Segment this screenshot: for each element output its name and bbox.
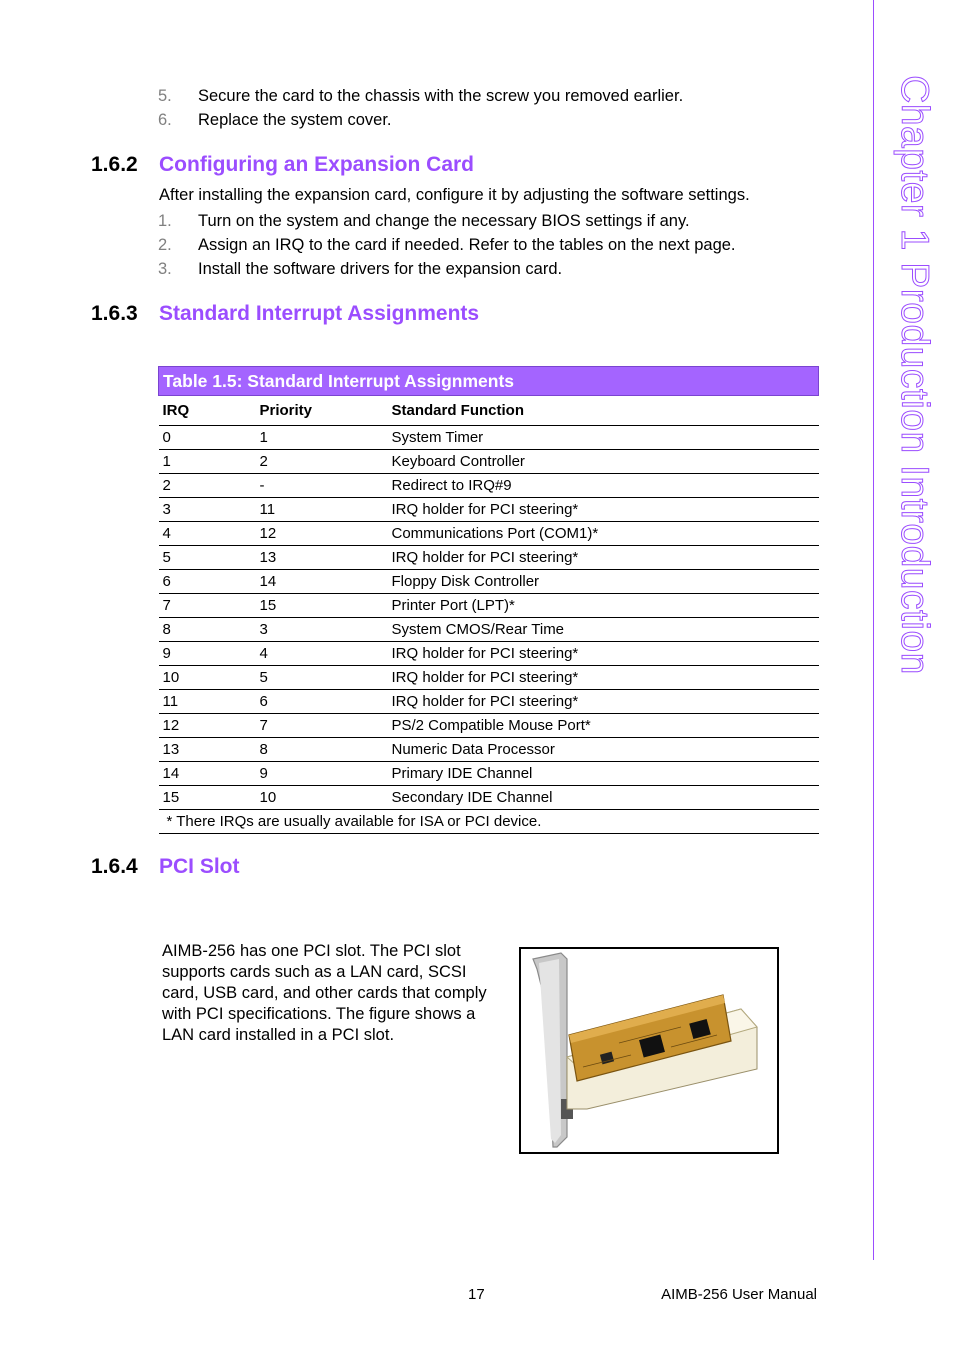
irq-cell: 6 [159,570,256,594]
priority-cell: 8 [256,738,388,762]
priority-cell: 1 [256,426,388,450]
step-number: 2. [158,236,172,254]
function-cell: Secondary IDE Channel [388,786,819,810]
table-row [159,666,819,690]
page-number: 17 [468,1286,485,1303]
column-header-function: Standard Function [388,396,819,426]
list-item [158,84,683,108]
step-number: 3. [158,260,172,278]
step-number: 1. [158,212,172,230]
pci-slot-description: AIMB-256 has one PCI slot. The PCI slot supports cards such as a LAN card, SCSI card, USB card, and other cards that comply with PCI specifications. The figure shows a LAN card installed in a PCI slot. [162,942,487,1044]
function-cell: IRQ holder for PCI steering* [388,690,819,714]
list-item [158,108,683,132]
section-intro: After installing the expansion card, configure it by adjusting the software settings. [159,186,750,204]
irq-cell: 4 [159,522,256,546]
table-row [159,786,819,810]
irq-cell: 15 [159,786,256,810]
section-number: 1.6.2 [91,153,138,176]
function-cell: IRQ holder for PCI steering* [388,498,819,522]
section-title: PCI Slot [159,855,240,878]
function-cell: Numeric Data Processor [388,738,819,762]
table-footnote: * There IRQs are usually available for ISA or PCI device. [159,810,819,834]
step-text: Replace the system cover. [198,111,392,129]
lan-card-illustration [521,949,777,1152]
priority-cell: 14 [256,570,388,594]
irq-cell: 1 [159,450,256,474]
priority-cell: 11 [256,498,388,522]
function-cell: IRQ holder for PCI steering* [388,546,819,570]
table-row [159,690,819,714]
section-title: Configuring an Expansion Card [159,153,475,176]
irq-cell: 9 [159,642,256,666]
priority-cell: 2 [256,450,388,474]
section-title: Standard Interrupt Assignments [159,302,480,325]
lan-card-figure [519,947,779,1154]
priority-cell: 6 [256,690,388,714]
priority-cell: - [256,474,388,498]
table-row [159,450,819,474]
function-cell: IRQ holder for PCI steering* [388,642,819,666]
function-cell: Printer Port (LPT)* [388,594,819,618]
chapter-sidebar-label: Chapter 1 Production Introduction [893,75,936,675]
table-row [159,738,819,762]
irq-cell: 13 [159,738,256,762]
irq-cell: 11 [159,690,256,714]
section-heading-1-6-3 [91,300,479,328]
sidebar-rule [873,0,874,1260]
irq-cell: 7 [159,594,256,618]
section-heading-1-6-2 [91,151,474,179]
install-steps-list [158,84,683,132]
manual-title: AIMB-256 User Manual [661,1286,817,1303]
irq-cell: 5 [159,546,256,570]
section-number: 1.6.3 [91,302,138,325]
function-cell: Redirect to IRQ#9 [388,474,819,498]
table-row [159,474,819,498]
table-row [159,714,819,738]
function-cell: Keyboard Controller [388,450,819,474]
function-cell: IRQ holder for PCI steering* [388,666,819,690]
priority-cell: 9 [256,762,388,786]
section-heading-1-6-4 [91,853,240,881]
irq-cell: 12 [159,714,256,738]
configure-steps-list [158,209,736,281]
priority-cell: 15 [256,594,388,618]
function-cell: Communications Port (COM1)* [388,522,819,546]
table-body [159,426,819,810]
irq-cell: 2 [159,474,256,498]
priority-cell: 7 [256,714,388,738]
column-header-priority: Priority [256,396,388,426]
table-row [159,498,819,522]
function-cell: System Timer [388,426,819,450]
table-row [159,546,819,570]
table-row [159,522,819,546]
irq-cell: 8 [159,618,256,642]
table-row [159,426,819,450]
priority-cell: 10 [256,786,388,810]
list-item [158,209,736,233]
step-text: Assign an IRQ to the card if needed. Refer to the tables on the next page. [198,236,736,254]
step-text: Turn on the system and change the necessary BIOS settings if any. [198,212,690,230]
table-row [159,762,819,786]
interrupt-assignments-table [158,366,819,834]
irq-cell: 14 [159,762,256,786]
function-cell: Floppy Disk Controller [388,570,819,594]
irq-cell: 3 [159,498,256,522]
list-item [158,233,736,257]
priority-cell: 4 [256,642,388,666]
irq-cell: 10 [159,666,256,690]
step-number: 6. [158,111,172,129]
function-cell: System CMOS/Rear Time [388,618,819,642]
priority-cell: 12 [256,522,388,546]
step-number: 5. [158,87,172,105]
column-header-irq: IRQ [159,396,256,426]
table-row [159,570,819,594]
function-cell: Primary IDE Channel [388,762,819,786]
table-row [159,618,819,642]
priority-cell: 3 [256,618,388,642]
table-row [159,642,819,666]
priority-cell: 5 [256,666,388,690]
irq-cell: 0 [159,426,256,450]
table-row [159,594,819,618]
table-caption: Table 1.5: Standard Interrupt Assignments [159,367,819,396]
function-cell: PS/2 Compatible Mouse Port* [388,714,819,738]
priority-cell: 13 [256,546,388,570]
section-number: 1.6.4 [91,855,138,878]
list-item [158,257,736,281]
step-text: Secure the card to the chassis with the screw you removed earlier. [198,87,684,105]
step-text: Install the software drivers for the expansion card. [198,260,563,278]
